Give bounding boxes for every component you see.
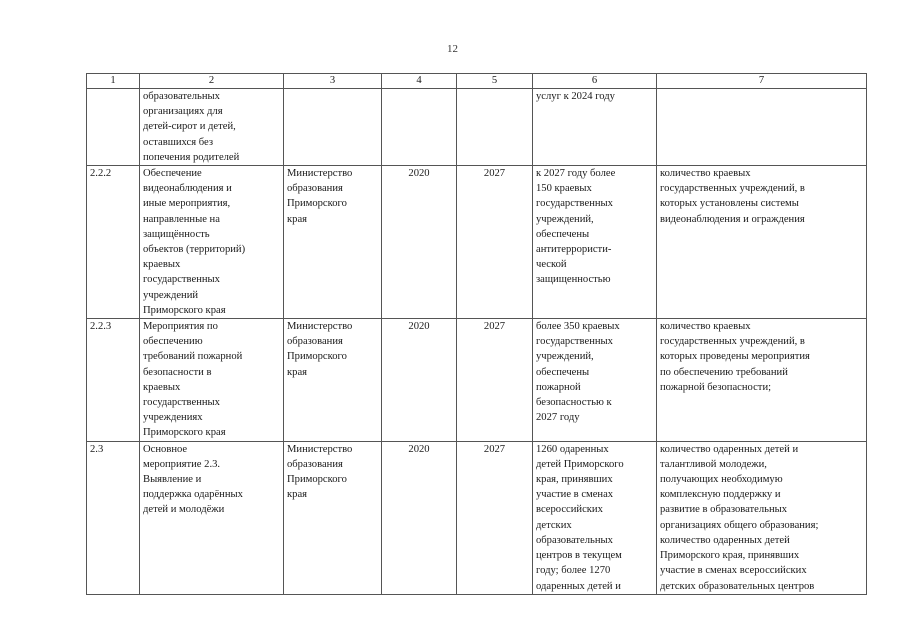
header-col-3: 3 [284, 74, 382, 89]
end-year: 2027 [457, 319, 533, 442]
start-year [382, 89, 457, 166]
table-row [87, 441, 867, 594]
header-col-7: 7 [657, 74, 867, 89]
row-number: 2.3 [87, 441, 140, 594]
indicator: количество одаренных детей и талантливой молодежи, получающих необходимую комплексную поддержку и развитие в образовательных организациях общего образования; количество одаренных детей Приморского края, принявших участие в сменах всероссийских детских образовательных центров [657, 441, 867, 594]
executor: Министерство образования Приморского края [284, 441, 382, 594]
table-row [87, 89, 867, 166]
row-number: 2.2.3 [87, 319, 140, 442]
start-year: 2020 [382, 319, 457, 442]
expected-result: услуг к 2024 году [533, 89, 657, 166]
start-year: 2020 [382, 166, 457, 319]
header-col-6: 6 [533, 74, 657, 89]
start-year: 2020 [382, 441, 457, 594]
activity-name: Мероприятия по обеспечению требований пожарной безопасности в краевых государственных учреждениях Приморского края [140, 319, 284, 442]
header-col-2: 2 [140, 74, 284, 89]
executor: Министерство образования Приморского края [284, 319, 382, 442]
program-activities-table [86, 73, 867, 595]
table-row [87, 166, 867, 319]
activity-name: образовательных организациях для детей-сирот и детей, оставшихся без попечения родителей [140, 89, 284, 166]
header-row [87, 74, 867, 89]
row-number: 2.2.2 [87, 166, 140, 319]
activity-name: Основное мероприятие 2.3. Выявление и поддержка одарённых детей и молодёжи [140, 441, 284, 594]
end-year: 2027 [457, 441, 533, 594]
expected-result: 1260 одаренных детей Приморского края, принявших участие в сменах всероссийских детских образовательных центров в текущем году; более 1270 одаренных детей и [533, 441, 657, 594]
expected-result: к 2027 году более 150 краевых государственных учреждений, обеспечены антитеррористи- ческой защищенностью [533, 166, 657, 319]
header-col-4: 4 [382, 74, 457, 89]
expected-result: более 350 краевых государственных учреждений, обеспечены пожарной безопасностью к 2027 году [533, 319, 657, 442]
indicator: количество краевых государственных учреждений, в которых проведены мероприятия по обеспечению требований пожарной безопасности; [657, 319, 867, 442]
executor [284, 89, 382, 166]
end-year [457, 89, 533, 166]
page-number: 12 [447, 43, 458, 55]
indicator: количество краевых государственных учреждений, в которых установлены системы видеонаблюдения и ограждения [657, 166, 867, 319]
indicator [657, 89, 867, 166]
executor: Министерство образования Приморского края [284, 166, 382, 319]
table-row [87, 319, 867, 442]
row-number [87, 89, 140, 166]
header-col-1: 1 [87, 74, 140, 89]
activity-name: Обеспечение видеонаблюдения и иные мероприятия, направленные на защищённость объектов (территорий) краевых государственных учреждений Приморского края [140, 166, 284, 319]
header-col-5: 5 [457, 74, 533, 89]
end-year: 2027 [457, 166, 533, 319]
